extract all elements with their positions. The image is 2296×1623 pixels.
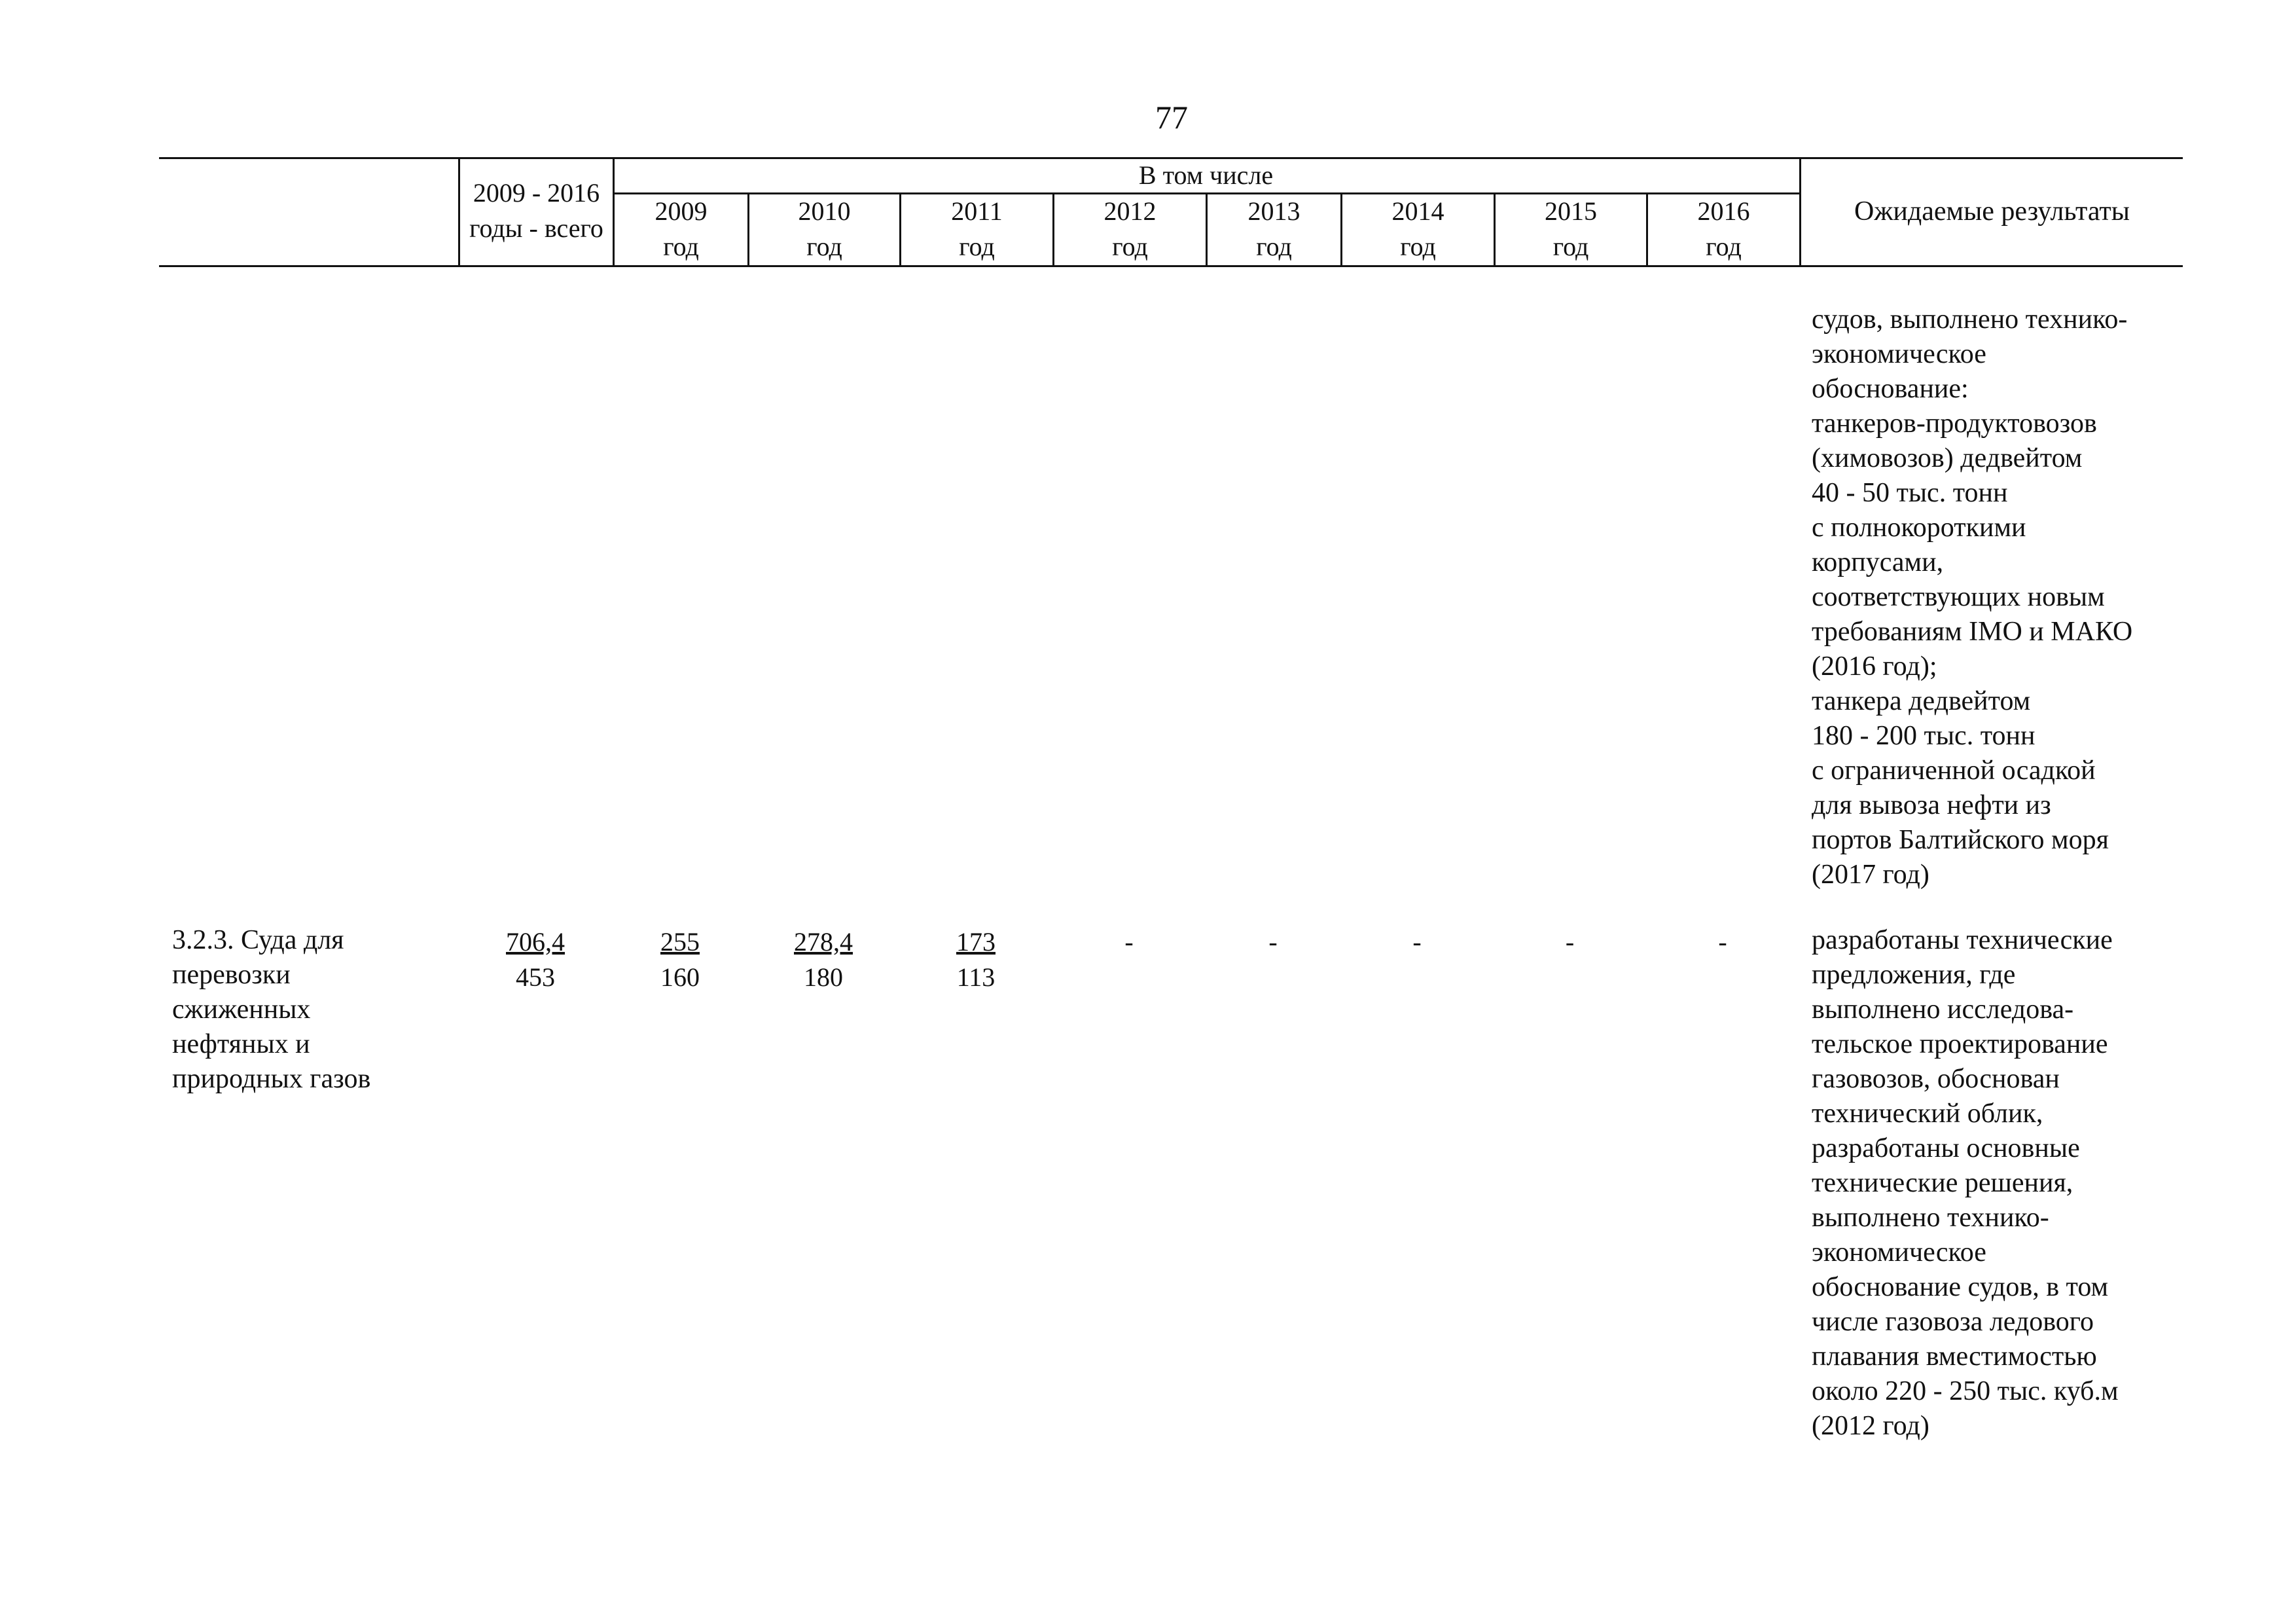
header-year-2012: 2012 год (1103, 196, 1157, 261)
row-name-line: сжиженных (172, 994, 311, 1025)
header-year-2011: 2011 год (951, 196, 1003, 261)
result-line: портов Балтийского моря (1812, 825, 2109, 855)
row-total (458, 924, 613, 995)
row-2013: - (1268, 927, 1278, 957)
result-line: около 220 - 250 тыс. куб.м (1812, 1376, 2119, 1406)
result-line: плавания вместимостью (1812, 1341, 2097, 1372)
result-line: требованиям IMO и МАКО (1812, 617, 2133, 647)
result-line: экономическое (1812, 1237, 1986, 1267)
result-line: экономическое (1812, 339, 1986, 369)
result-line: технический облик, (1812, 1099, 2043, 1129)
row-total-top: 706,4 (506, 927, 565, 957)
result-line: 40 - 50 тыс. тонн (1812, 478, 2008, 508)
row-2015: - (1565, 927, 1575, 957)
result-line: выполнено технико- (1812, 1203, 2049, 1233)
result-line: танкера дедвейтом (1812, 686, 2031, 716)
result-line: разработаны основные (1812, 1133, 2080, 1163)
row-2011 (899, 924, 1052, 995)
row-name (172, 923, 370, 1097)
header-results: Ожидаемые результаты (1854, 196, 2130, 227)
header-year-2015: 2015 год (1545, 196, 1597, 261)
header-year-2014: 2014 год (1391, 196, 1444, 261)
result-line: тельское проектирование (1812, 1029, 2108, 1059)
result-line: соответствующих новым (1812, 582, 2105, 612)
header-total-line1: 2009 - 2016 (473, 178, 600, 208)
row-2010-bottom: 180 (804, 962, 843, 992)
row-name-line: нефтяных и (172, 1029, 310, 1059)
result-line: 180 - 200 тыс. тонн (1812, 721, 2036, 751)
row-2010-top: 278,4 (794, 927, 853, 957)
header-year-2016: 2016 год (1697, 196, 1750, 261)
result-line: газовозов, обоснован (1812, 1064, 2060, 1094)
row-name-line: природных газов (172, 1064, 371, 1094)
row-2016: - (1718, 927, 1727, 957)
row-results (1812, 923, 2119, 1444)
result-line: танкеров-продуктовозов (1812, 409, 2097, 439)
row-2014: - (1412, 927, 1422, 957)
result-line: для вывоза нефти из (1812, 790, 2051, 820)
result-line: с ограниченной осадкой (1812, 756, 2096, 786)
result-line: (химовозов) дедвейтом (1812, 443, 2083, 473)
row-2011-bottom: 113 (956, 962, 996, 992)
row-name-line: 3.2.3. Суда для (172, 925, 344, 955)
row-2012: - (1124, 927, 1134, 957)
result-line: (2017 год) (1812, 860, 1929, 890)
result-line: технические решения, (1812, 1168, 2073, 1198)
result-line: выполнено исследова- (1812, 994, 2074, 1025)
header-total-line2: годы - всего (469, 213, 603, 243)
result-line: обоснование судов, в том (1812, 1272, 2109, 1302)
result-line: разработаны технические (1812, 925, 2113, 955)
row-2009 (613, 924, 747, 995)
header-year-2009: 2009 год (655, 196, 708, 261)
row-2010 (747, 924, 899, 995)
result-line: (2016 год); (1812, 651, 1937, 682)
result-line: предложения, где (1812, 960, 2016, 990)
result-line: (2012 год) (1812, 1411, 1929, 1441)
row-name-line: перевозки (172, 960, 291, 990)
row-2011-top: 173 (956, 927, 996, 957)
result-line: обоснование: (1812, 374, 1969, 404)
result-line: числе газовоза ледового (1812, 1307, 2094, 1337)
result-line: корпусами, (1812, 547, 1944, 577)
header-bottom-rule (159, 265, 2183, 267)
header-year-2013: 2013 год (1247, 196, 1300, 261)
header-total (460, 175, 613, 246)
header-group: В том числе (1138, 160, 1274, 190)
row-2009-bottom: 160 (660, 962, 700, 992)
row-total-bottom: 453 (516, 962, 555, 992)
row-2009-top: 255 (660, 927, 700, 957)
continued-results (1812, 302, 2132, 892)
result-line: судов, выполнено технико- (1812, 304, 2128, 335)
header-year-2010: 2010 год (798, 196, 851, 261)
result-line: с полнокороткими (1812, 513, 2026, 543)
page-number: 77 (1155, 99, 1188, 136)
